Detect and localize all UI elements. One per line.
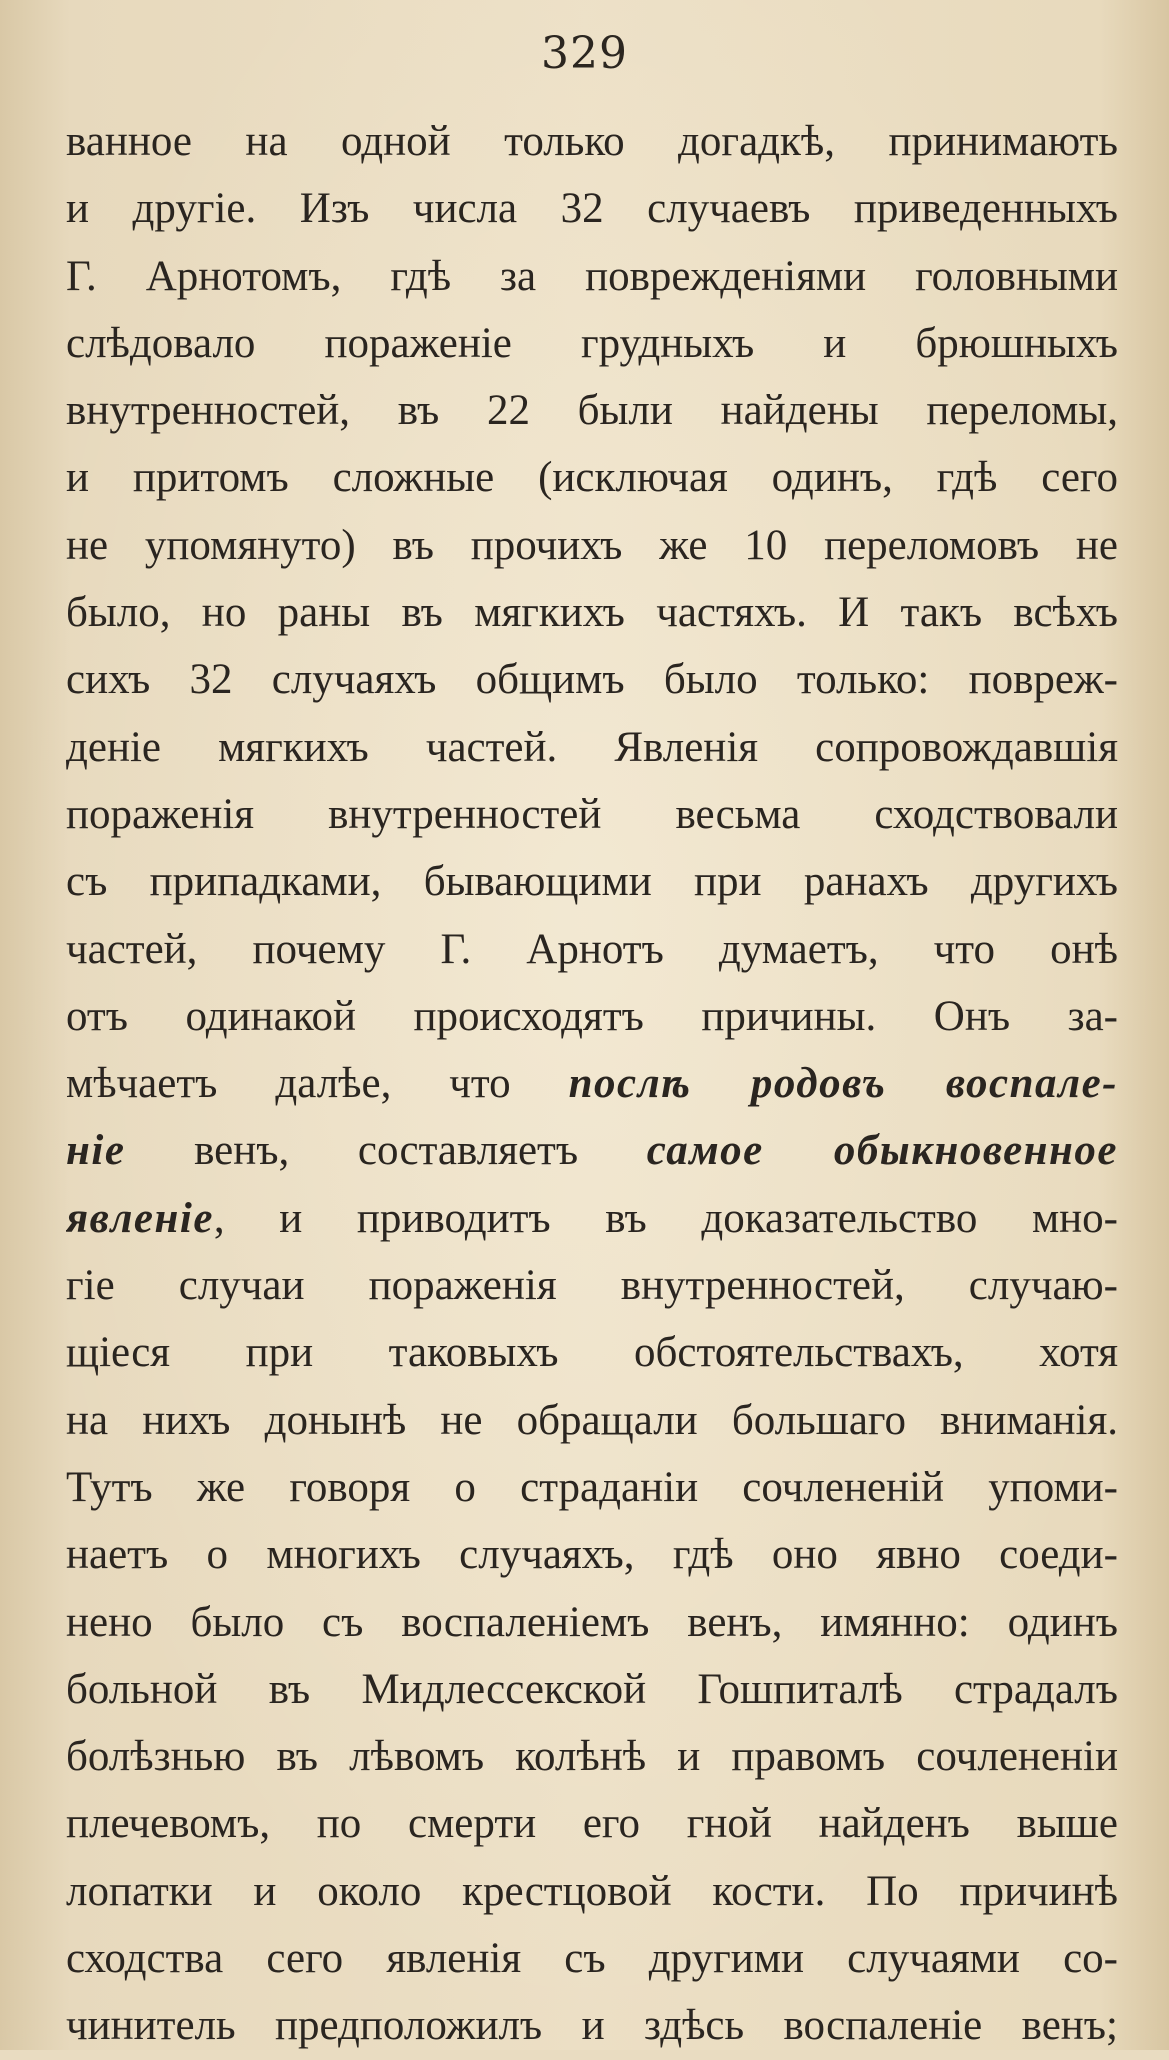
text-line (66, 1858, 1118, 1925)
text-line (66, 1050, 1118, 1117)
line-text: Г. Арнотомъ, гдѣ за поврежденіями головными (66, 252, 1118, 300)
text-line (66, 1790, 1118, 1857)
text-line (66, 108, 1118, 175)
italic-text: самое обыкновенное (646, 1127, 1118, 1175)
line-text: было, но раны въ мягкихъ частяхъ. И такъ всѣхъ (66, 589, 1118, 637)
text-line (66, 1252, 1118, 1319)
text-line (66, 175, 1118, 242)
text-line (66, 1521, 1118, 1588)
italic-text: ніе (66, 1127, 126, 1175)
text-line (66, 1454, 1118, 1521)
text-line (66, 444, 1118, 511)
text-line (66, 310, 1118, 377)
line-text: внутренностей, въ 22 были найдены переломы, (66, 387, 1118, 435)
line-text: и притомъ сложные (исключая одинъ, гдѣ сего (66, 454, 1118, 502)
line-text: щіеся при таковыхъ обстоятельствахъ, хотя (66, 1329, 1118, 1377)
line-text: на нихъ донынѣ не обращали большаго вниманія. (66, 1396, 1118, 1444)
line-text: гіе случаи пораженія внутренностей, случаю- (66, 1262, 1118, 1310)
text-line (66, 916, 1118, 983)
line-text: болѣзнью въ лѣвомъ колѣнѣ и правомъ сочлененіи (66, 1733, 1118, 1781)
text-line (66, 1589, 1118, 1656)
text-line (66, 781, 1118, 848)
body-text (66, 108, 1118, 2060)
line-text: чинитель предположилъ и здѣсь воспаленіе венъ; (66, 2002, 1118, 2050)
text-line (66, 983, 1118, 1050)
line-text: слѣдовало пораженіе грудныхъ и брюшныхъ (66, 319, 1118, 367)
italic-text: явленіе (66, 1194, 214, 1242)
text-line (66, 1185, 1118, 1252)
italic-text: послѣ родовъ воспале- (568, 1060, 1118, 1108)
text-line (66, 1723, 1118, 1790)
line-text: деніе мягкихъ частей. Явленія сопровождавшія (66, 723, 1118, 771)
text-line (66, 1656, 1118, 1723)
line-text: лопатки и около крестцовой кости. По причинѣ (66, 1867, 1118, 1915)
line-text: наетъ о многихъ случаяхъ, гдѣ оно явно соеди- (66, 1531, 1118, 1579)
text-line (66, 1387, 1118, 1454)
line-text: , и приводитъ въ доказательство мно- (213, 1194, 1118, 1242)
line-text: частей, почему Г. Арнотъ думаетъ, что онѣ (66, 925, 1118, 973)
text-line (66, 848, 1118, 915)
text-line (66, 243, 1118, 310)
line-text: сходства сего явленія съ другими случаями со- (66, 1935, 1118, 1983)
line-text: не упомянуто) въ прочихъ же 10 переломовъ не (66, 521, 1118, 569)
line-text: и другіе. Изъ числа 32 случаевъ приведенныхъ (66, 185, 1118, 233)
line-text: отъ одинакой происходятъ причины. Онъ за- (66, 992, 1118, 1040)
text-line (66, 646, 1118, 713)
text-line (66, 1319, 1118, 1386)
line-text: венъ, составляетъ (125, 1127, 647, 1175)
page-number: 329 (541, 28, 628, 79)
line-text: плечевомъ, по смерти его гной найденъ выше (66, 1800, 1118, 1848)
line-text: пораженія внутренностей весьма сходствовали (66, 790, 1118, 838)
text-line (66, 512, 1118, 579)
line-text: сихъ 32 случаяхъ общимъ было только: повреж- (66, 656, 1118, 704)
line-text: больной въ Мидлессекской Гошпиталѣ страдалъ (66, 1665, 1118, 1713)
text-line (66, 579, 1118, 646)
line-text: ванное на одной только догадкѣ, принимають (66, 118, 1118, 165)
text-line (66, 1117, 1118, 1184)
text-line (66, 377, 1118, 444)
text-line (66, 1925, 1118, 1992)
line-text: мѣчаетъ далѣе, что (66, 1060, 569, 1108)
text-line (66, 714, 1118, 781)
line-text: Тутъ же говоря о страданіи сочлененій упоми- (66, 1463, 1118, 1511)
line-text: нено было съ воспаленіемъ венъ, имянно: одинъ (66, 1598, 1118, 1646)
line-text: съ припадками, бывающими при ранахъ другихъ (66, 858, 1118, 906)
